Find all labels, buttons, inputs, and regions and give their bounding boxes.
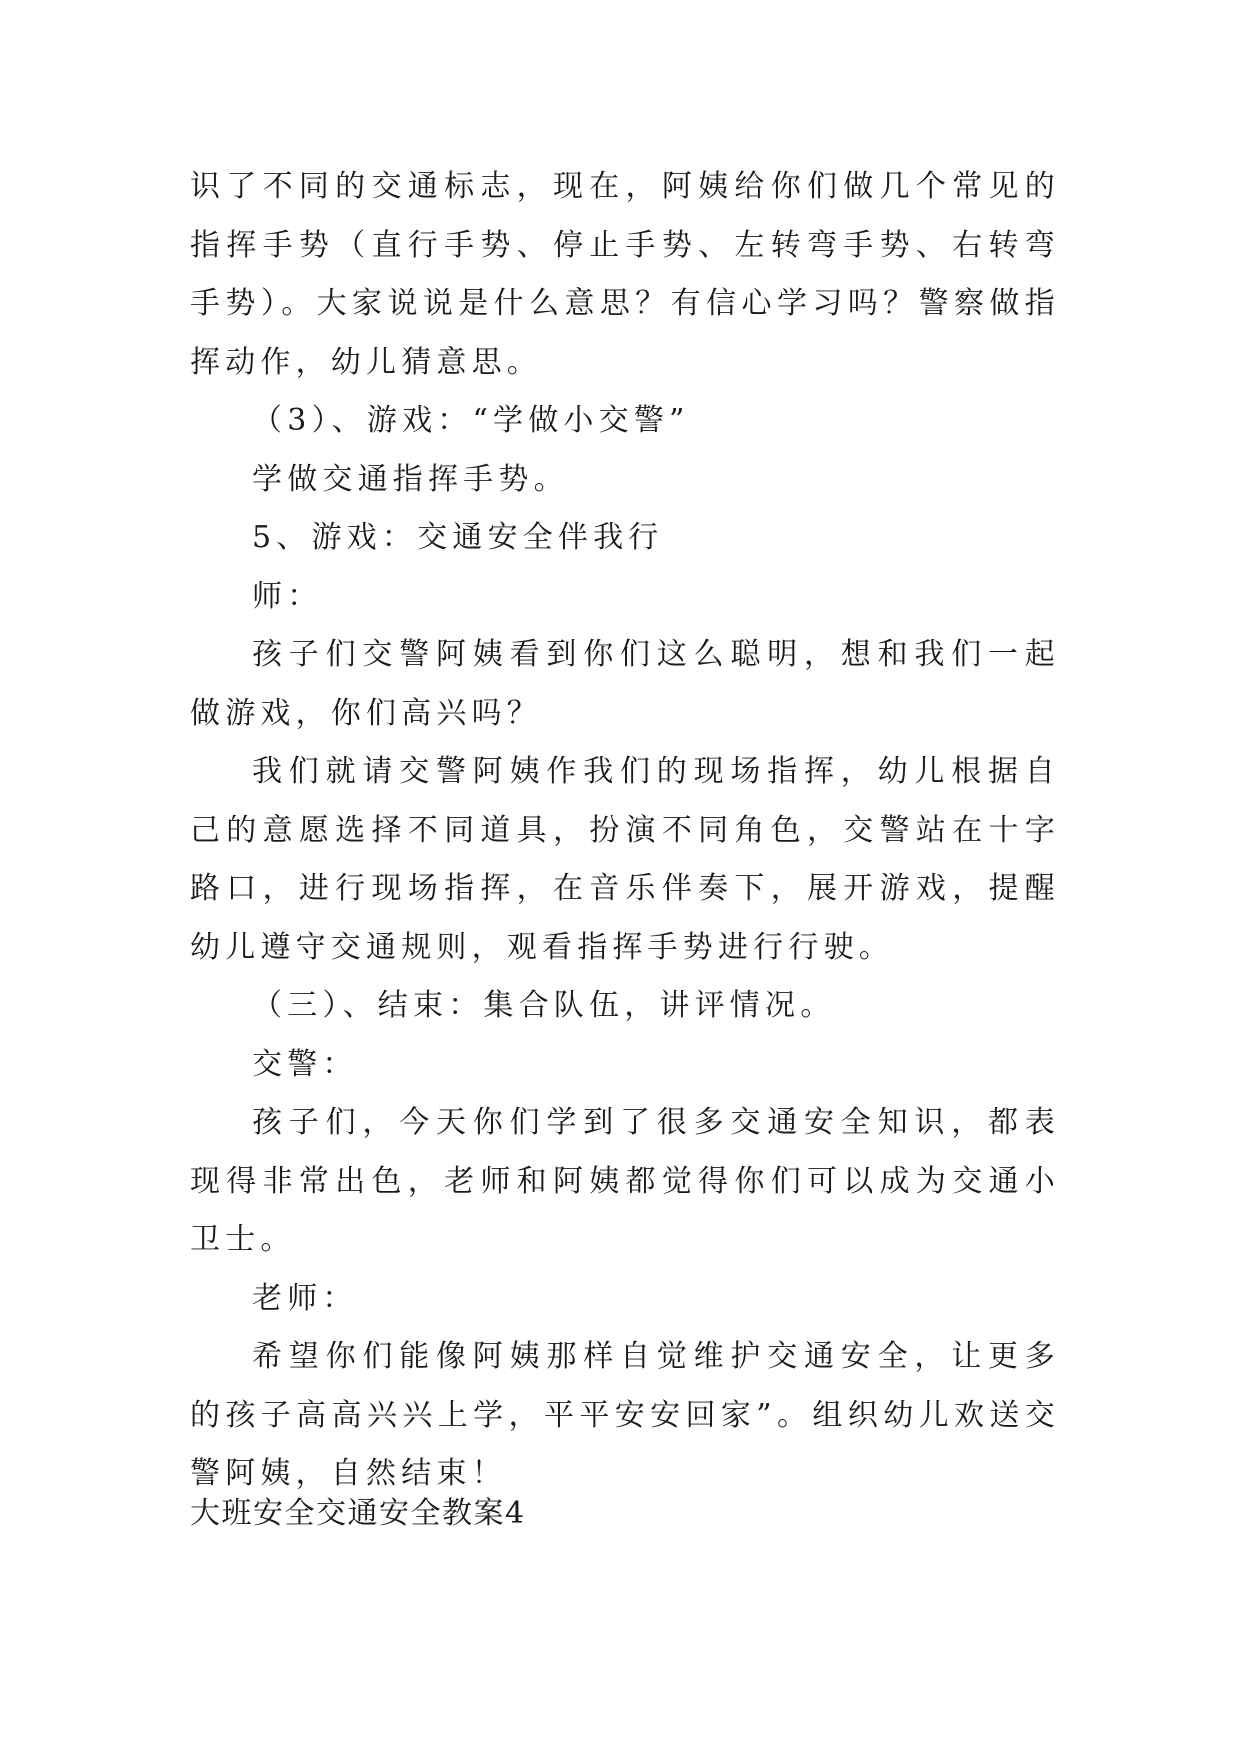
document-body (190, 158, 1060, 1504)
paragraph-section-5: 5、游戏：交通安全伴我行 (252, 520, 664, 555)
speaker-label-teacher-2: 老师： (252, 1280, 358, 1316)
paragraph-gesture-intro: 识了不同的交通标志，现在，阿姨给你们做几个常见的指挥手势（直行手势、停止手势、左转弯手势、右转弯手势）。大家说说是什么意思？有信心学习吗？警察做指挥动作，幼儿猜意思。 (190, 169, 1060, 380)
paragraph-game-heading: （3）、游戏：“学做小交警” (252, 403, 690, 438)
paragraph-game-description: 我们就请交警阿姨作我们的现场指挥，幼儿根据自己的意愿选择不同道具，扮演不同角色，交警站在十字路口，进行现场指挥，在音乐伴奏下，展开游戏，提醒幼儿遵守交通规则，观看指挥手势进行行驶。 (190, 754, 1060, 965)
speaker-label-teacher: 师： (252, 578, 323, 614)
paragraph-invite-game: 孩子们交警阿姨看到你们这么聪明，想和我们一起做游戏，你们高兴吗？ (190, 637, 1060, 731)
paragraph-closing: 希望你们能像阿姨那样自觉维护交通安全，让更多的孩子高高兴兴上学，平平安安回家”。组织幼儿欢送交警阿姨，自然结束！ (190, 1339, 1060, 1491)
paragraph-police-praise: 孩子们，今天你们学到了很多交通安全知识，都表现得非常出色，老师和阿姨都觉得你们可以成为交通小卫士。 (190, 1105, 1060, 1257)
paragraph-ending-heading: （三）、结束：集合队伍，讲评情况。 (252, 988, 836, 1023)
section-title: 大班安全交通安全教案4 (190, 1496, 526, 1531)
paragraph-learn-gestures: 学做交通指挥手势。 (252, 461, 569, 497)
speaker-label-police: 交警： (252, 1046, 358, 1082)
